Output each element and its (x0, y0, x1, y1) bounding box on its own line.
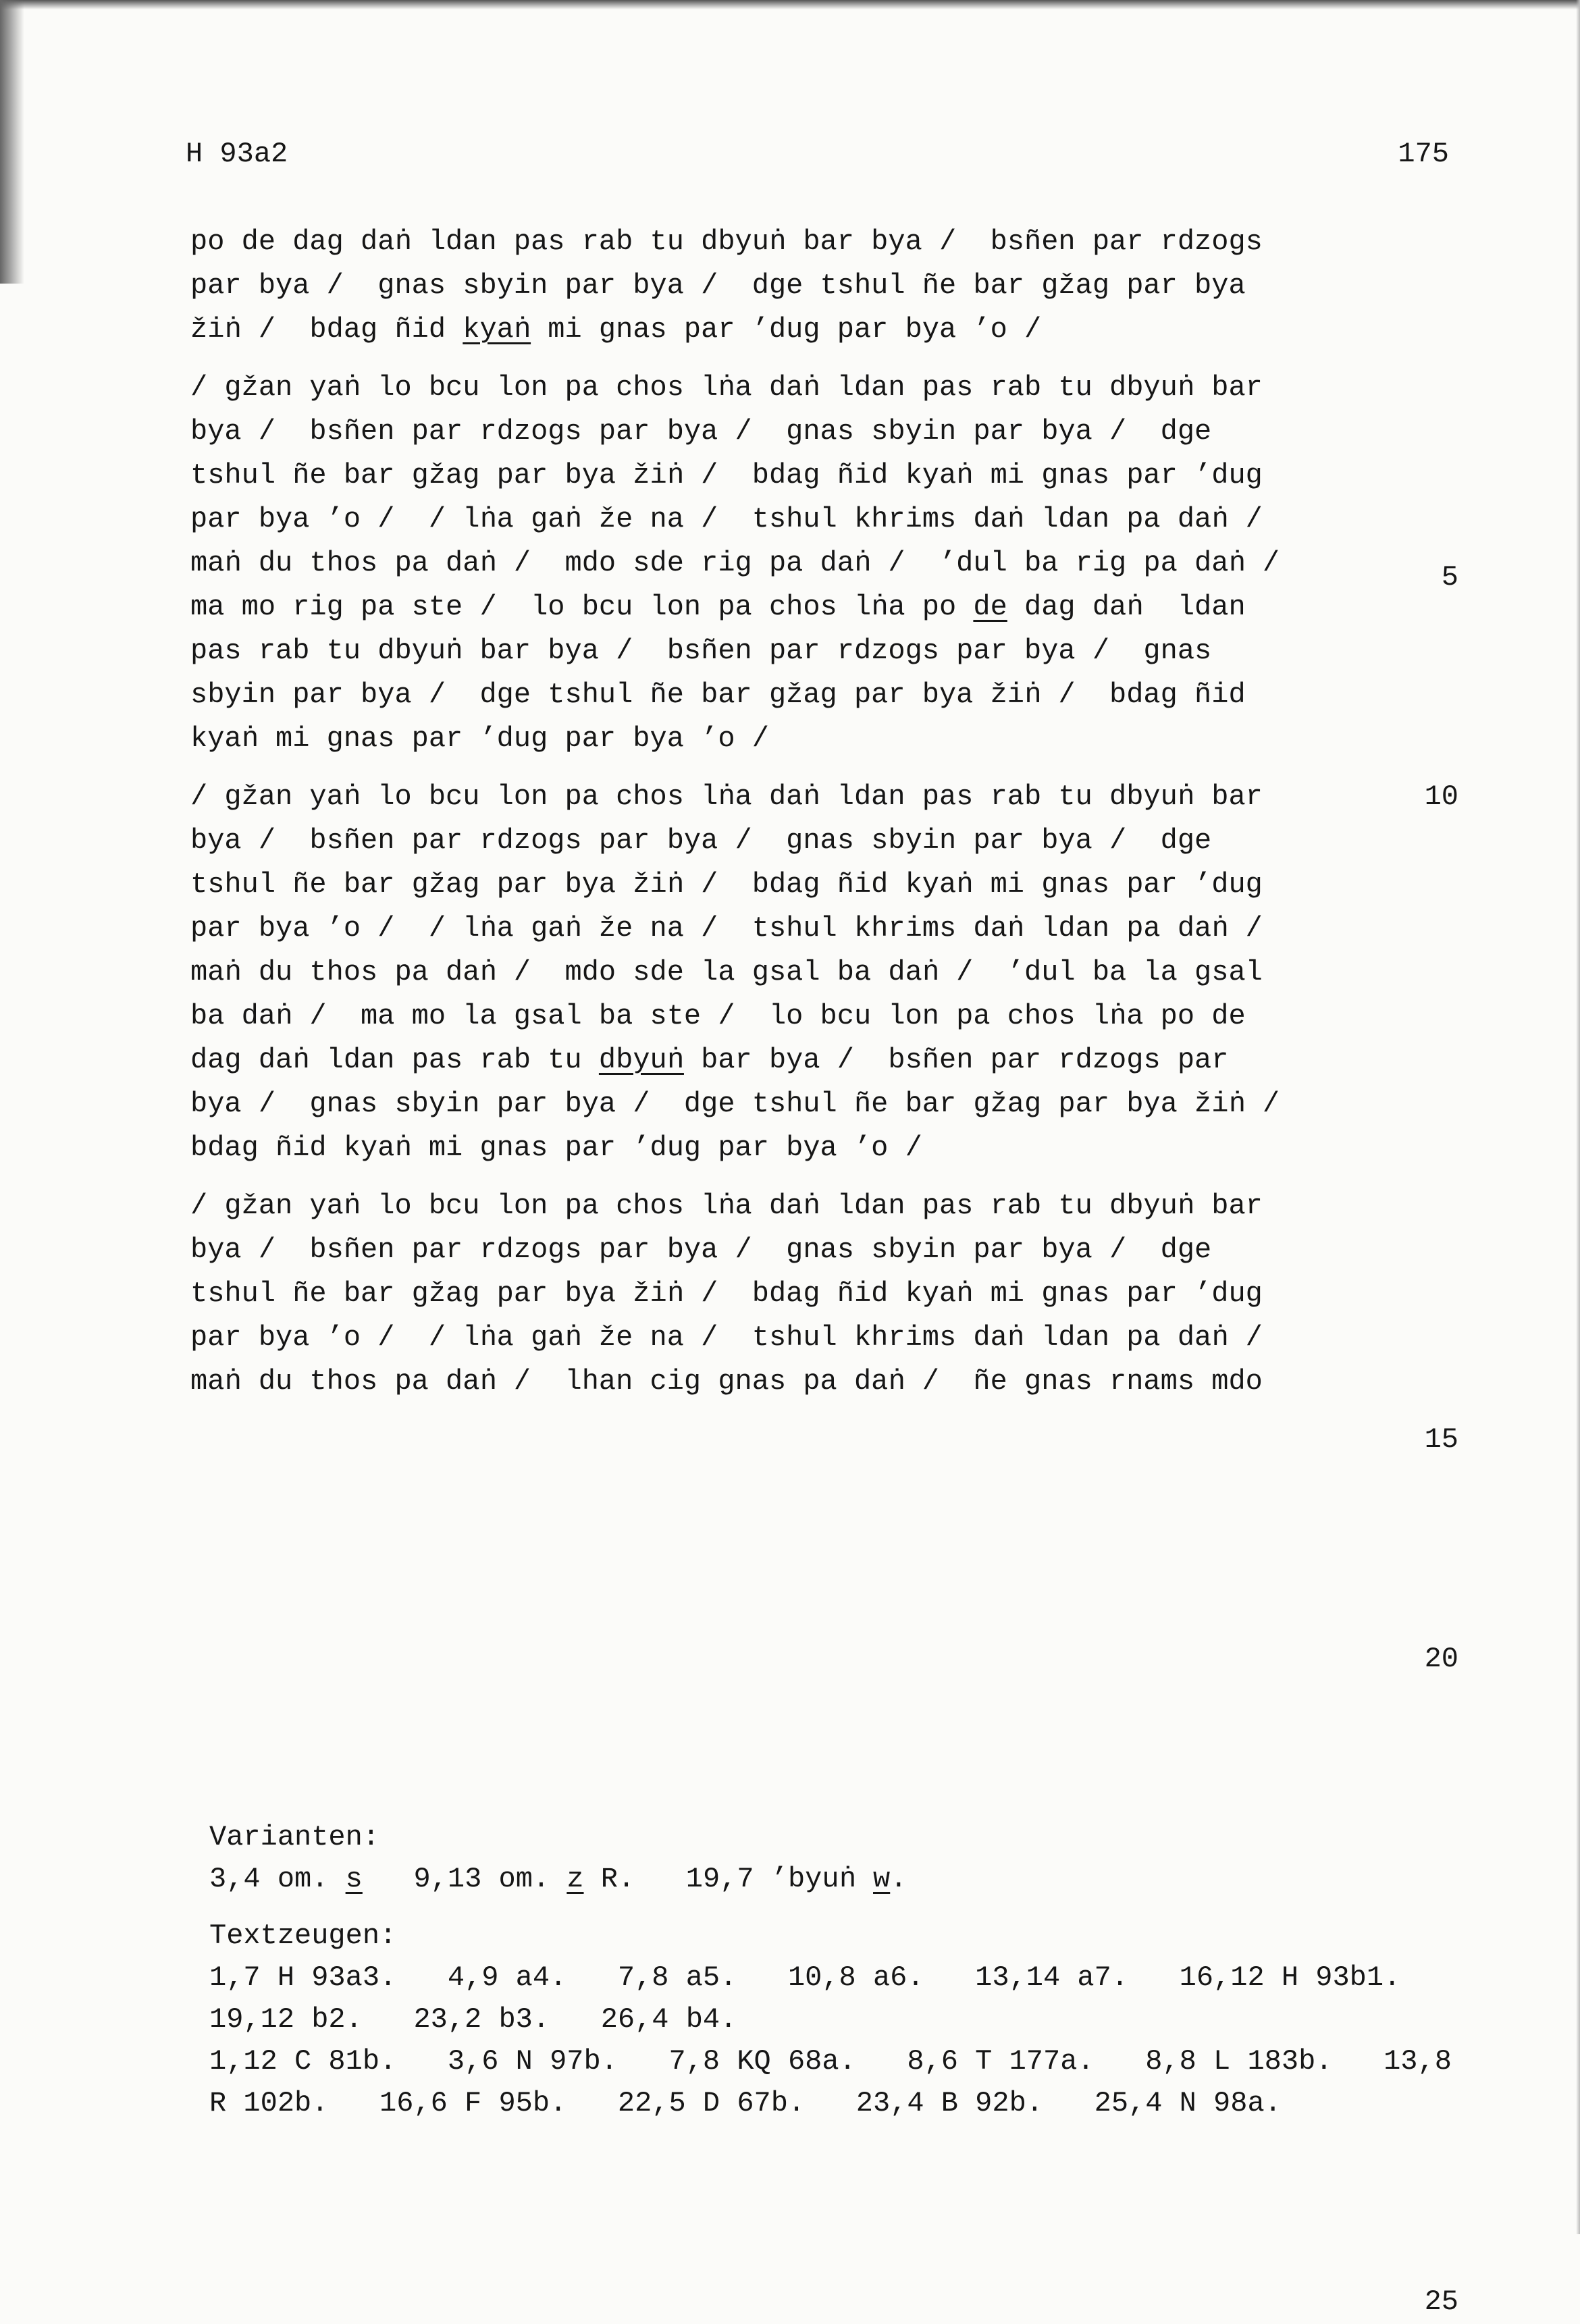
scan-edge-top (0, 0, 1580, 9)
underlined-word: z (567, 1863, 584, 1895)
text-line (190, 220, 1352, 264)
text-segment: par bya / gnas sbyin par bya / dge tshul ñe bar gžag par bya (190, 269, 1246, 302)
text-line (190, 585, 1352, 629)
text-line (190, 1272, 1352, 1316)
paragraph (190, 366, 1352, 761)
text-line (190, 366, 1352, 410)
text-line (190, 1038, 1352, 1082)
variant-segment: 3,4 om. (209, 1863, 346, 1895)
variant-segment: . (890, 1863, 907, 1895)
critical-apparatus (209, 1816, 1452, 2124)
text-segment: / gžan yaṅ lo bcu lon pa chos lṅa daṅ ldan pas rab tu dbyuṅ bar (190, 371, 1263, 404)
underlined-word: dbyuṅ (598, 1044, 684, 1076)
text-line (190, 308, 1352, 352)
text-segment: dag daṅ ldan pas rab tu (190, 1044, 599, 1076)
text-line (190, 1126, 1352, 1170)
line-number: 15 (1424, 1423, 1458, 1456)
text-segment: / gžan yaṅ lo bcu lon pa chos lṅa daṅ ldan pas rab tu dbyuṅ bar (190, 781, 1263, 813)
text-segment: bdag ñid kyaṅ mi gnas par ’dug par bya ’o / (190, 1132, 922, 1164)
text-segment: maṅ du thos pa daṅ / mdo sde la gsal ba daṅ / ’dul ba la gsal (190, 956, 1263, 988)
witness-line: R 102b. 16,6 F 95b. 22,5 D 67b. 23,4 B 92b. 25,4 N 98a. (209, 2087, 1282, 2119)
text-segment: pas rab tu dbyuṅ bar bya / bsñen par rdzogs par bya / gnas (190, 635, 1212, 667)
text-segment: bya / gnas sbyin par bya / dge tshul ñe bar gžag par bya žiṅ / (190, 1088, 1280, 1120)
underlined-word: w (873, 1863, 891, 1895)
text-segment: tshul ñe bar gžag par bya žiṅ / bdag ñid kyaṅ mi gnas par ’dug (190, 459, 1263, 492)
running-head-folio: H 93a2 (186, 138, 288, 170)
text-line (190, 264, 1352, 308)
underlined-word: kyaṅ (463, 313, 531, 346)
text-line (190, 410, 1352, 454)
text-segment: mi gnas par ’dug par bya ’o / (531, 313, 1042, 346)
text-line (190, 819, 1352, 863)
text-segment: kyaṅ mi gnas par ’dug par bya ’o / (190, 722, 769, 755)
variant-segment: R. 19,7 ’byuṅ (583, 1863, 874, 1895)
witness-line: 19,12 b2. 23,2 b3. 26,4 b4. (209, 2003, 737, 2036)
text-segment: sbyin par bya / dge tshul ñe bar gžag par bya žiṅ / bdag ñid (190, 679, 1246, 711)
underlined-word: de (973, 591, 1007, 623)
paragraph (190, 220, 1352, 352)
underlined-word: s (345, 1863, 363, 1895)
text-segment: bya / bsñen par rdzogs par bya / gnas sbyin par bya / dge (190, 415, 1212, 448)
paragraph (190, 1184, 1352, 1404)
text-line (190, 1082, 1352, 1126)
line-number: 5 (1441, 561, 1458, 593)
text-segment: maṅ du thos pa daṅ / mdo sde rig pa daṅ / ’dul ba rig pa daṅ / (190, 547, 1280, 579)
text-segment: bya / bsñen par rdzogs par bya / gnas sbyin par bya / dge (190, 824, 1212, 857)
text-line (190, 629, 1352, 673)
variants-heading: Varianten: (209, 1821, 380, 1853)
text-line (190, 1360, 1352, 1404)
text-segment: maṅ du thos pa daṅ / lhan cig gnas pa daṅ / ñe gnas rnams mdo (190, 1365, 1263, 1398)
text-segment: bya / bsñen par rdzogs par bya / gnas sbyin par bya / dge (190, 1234, 1212, 1266)
paragraph (190, 775, 1352, 1170)
text-segment: dag daṅ ldan (1007, 591, 1246, 623)
text-line (190, 995, 1352, 1038)
witness-line: 1,12 C 81b. 3,6 N 97b. 7,8 KQ 68a. 8,6 T 177a. 8,8 L 183b. 13,8 (209, 2045, 1452, 2078)
page-number: 175 (1398, 138, 1449, 170)
text-line (190, 498, 1352, 542)
scan-edge-right (1576, 0, 1580, 2234)
text-segment: tshul ñe bar gžag par bya žiṅ / bdag ñid kyaṅ mi gnas par ’dug (190, 868, 1263, 901)
text-segment: ma mo rig pa ste / lo bcu lon pa chos lṅa po (190, 591, 974, 623)
text-segment: par bya ’o / / lṅa gaṅ že na / tshul khrims daṅ ldan pa daṅ / (190, 912, 1263, 945)
text-segment: po de dag daṅ ldan pas rab tu dbyuṅ bar bya / bsñen par rdzogs (190, 226, 1263, 258)
text-segment: par bya ’o / / lṅa gaṅ že na / tshul khrims daṅ ldan pa daṅ / (190, 503, 1263, 535)
witnesses-heading: Textzeugen: (209, 1920, 397, 1952)
text-segment: / gžan yaṅ lo bcu lon pa chos lṅa daṅ ldan pas rab tu dbyuṅ bar (190, 1190, 1263, 1222)
text-line (190, 775, 1352, 819)
text-line (190, 1184, 1352, 1228)
witness-line: 1,7 H 93a3. 4,9 a4. 7,8 a5. 10,8 a6. 13,14 a7. 16,12 H 93b1. (209, 1961, 1401, 1994)
main-text (190, 220, 1352, 1418)
text-line (190, 454, 1352, 498)
line-number: 25 (1424, 2286, 1458, 2318)
text-line (190, 717, 1352, 761)
text-segment: tshul ñe bar gžag par bya žiṅ / bdag ñid kyaṅ mi gnas par ’dug (190, 1277, 1263, 1310)
variants-line (209, 1858, 1438, 1900)
line-number: 10 (1424, 781, 1458, 813)
text-line (190, 863, 1352, 907)
text-segment: ba daṅ / ma mo la gsal ba ste / lo bcu lon pa chos lṅa po de (190, 1000, 1246, 1032)
text-line (190, 907, 1352, 951)
variant-segment: 9,13 om. (362, 1863, 567, 1895)
text-line (190, 1316, 1352, 1360)
text-line (190, 1228, 1352, 1272)
scan-edge-left (0, 0, 24, 284)
line-number: 20 (1424, 1643, 1458, 1675)
text-segment: bar bya / bsñen par rdzogs par (683, 1044, 1229, 1076)
text-line (190, 951, 1352, 995)
witness-list (209, 1957, 1452, 2124)
text-line (190, 673, 1352, 717)
text-segment: par bya ’o / / lṅa gaṅ že na / tshul khrims daṅ ldan pa daṅ / (190, 1321, 1263, 1354)
text-segment: žiṅ / bdag ñid (190, 313, 463, 346)
text-line (190, 542, 1352, 585)
